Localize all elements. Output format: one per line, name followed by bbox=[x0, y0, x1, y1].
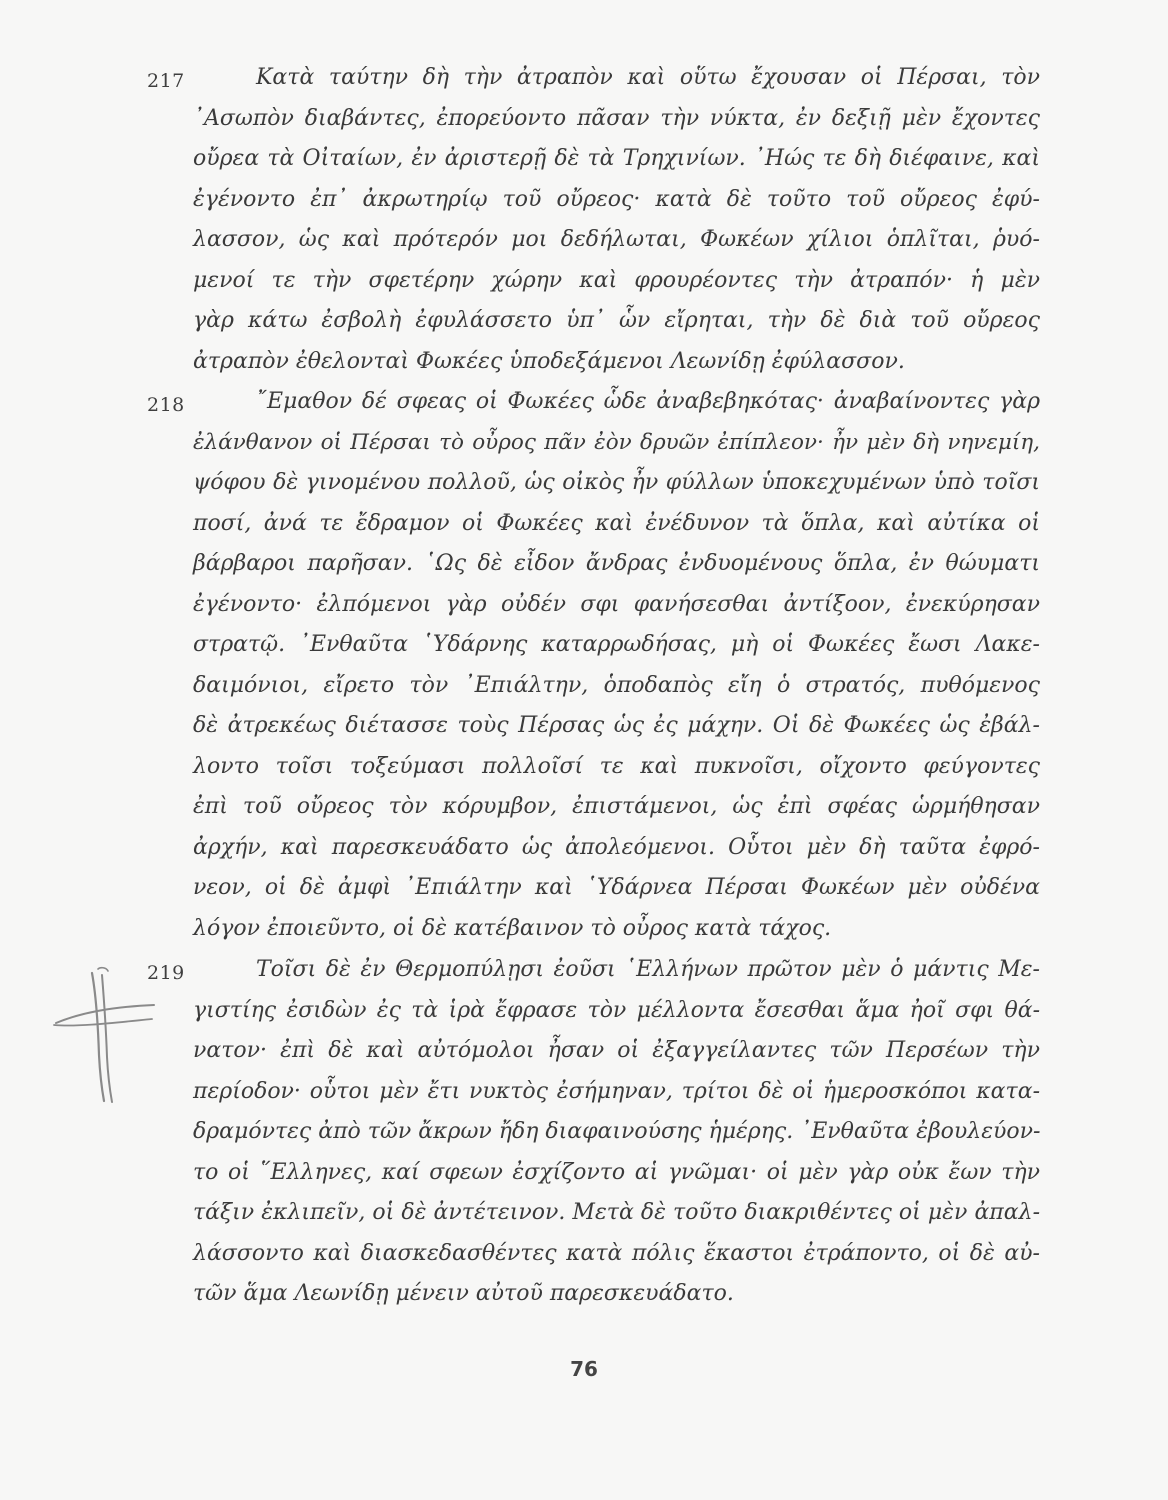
text-line: ποσί, ἀνά τε ἔδραμον οἱ Φωκέες καὶ ἐνέδυνον τὰ ὅπλα, καὶ αὐτίκα οἱ bbox=[193, 510, 1040, 536]
text-line: περίοδον· οὗτοι μὲν ἔτι νυκτὸς ἐσήμηναν, τρίτοι δὲ οἱ ἡμεροσκόποι κατα- bbox=[193, 1078, 1040, 1104]
text-line: τάξιν ἐκλιπεῖν, οἱ δὲ ἀντέτεινον. Μετὰ δὲ τοῦτο διακριθέντες οἱ μὲν ἀπαλ- bbox=[193, 1200, 1040, 1225]
text-line: δὲ ἀτρεκέως διέτασσε τοὺς Πέρσας ὡς ἐς μάχην. Οἱ δὲ Φωκέες ὡς ἐβάλ- bbox=[193, 713, 1040, 738]
text-line: νεον, οἱ δὲ ἀμφὶ ᾽Επιάλτην καὶ ῾Υδάρνεα Πέρσαι Φωκέων μὲν οὐδένα bbox=[193, 875, 1040, 900]
text-line: ψόφου δὲ γινομένου πολλοῦ, ὡς οἰκὸς ἦν φύλλων ὑποκεχυμένων ὑπὸ τοῖσι bbox=[193, 470, 1040, 495]
text-line: μενοί τε τὴν σφετέρην χώρην καὶ φρουρέοντες τὴν ἀτραπόν· ἡ μὲν bbox=[193, 267, 1040, 293]
text-line: οὔρεα τὰ Οἰταίων, ἐν ἀριστερῇ δὲ τὰ Τρηχινίων. ᾽Ηώς τε δὴ διέφαινε, καὶ bbox=[193, 146, 1040, 171]
text-line: ᾽Ασωπὸν διαβάντες, ἐπορεύοντο πᾶσαν τὴν νύκτα, ἐν δεξιῇ μὲν ἔχοντες bbox=[193, 105, 1040, 131]
text-line: βάρβαροι παρῆσαν. ῾Ως δὲ εἶδον ἄνδρας ἐνδυομένους ὅπλα, ἐν θώυματι bbox=[193, 551, 1040, 576]
text-line: στρατῷ. ᾽Ενθαῦτα ῾Υδάρνης καταρρωδήσας, μὴ οἱ Φωκέες ἔωσι Λακε- bbox=[193, 632, 1040, 657]
text-line: ἐπὶ τοῦ οὔρεος τὸν κόρυμβον, ἐπιστάμενοι, ὡς ἐπὶ σφέας ὡρμήθησαν bbox=[193, 794, 1040, 819]
text-line: Τοῖσι δὲ ἐν Θερμοπύλῃσι ἐοῦσι ῾Ελλήνων πρῶτον μὲν ὁ μάντις Με- bbox=[256, 957, 1040, 982]
text-line: Κατὰ ταύτην δὴ τὴν ἀτραπὸν καὶ οὕτω ἔχουσαν οἱ Πέρσαι, τὸν bbox=[256, 65, 1040, 90]
text-line: ἐγένοντο ἐπ᾽ ἀκρωτηρίῳ τοῦ οὔρεος· κατὰ δὲ τοῦτο τοῦ οὔρεος ἐφύ- bbox=[193, 186, 1040, 212]
text-line: δαιμόνιοι, εἴρετο τὸν ᾽Επιάλτην, ὁποδαπὸς εἴη ὁ στρατός, πυθόμενος bbox=[193, 672, 1040, 698]
pencil-cross-mark-icon bbox=[50, 965, 160, 1105]
text-line: ἀτραπὸν ἐθελονταὶ Φωκέες ὑποδεξάμενοι Λεωνίδῃ ἐφύλασσον. bbox=[193, 348, 905, 374]
text-line: λοντο τοῖσι τοξεύμασι πολλοῖσί τε καὶ πυκνοῖσι, οἴχοντο φεύγοντες bbox=[193, 753, 1040, 779]
text-line: γιστίης ἐσιδὼν ἐς τὰ ἱρὰ ἔφρασε τὸν μέλλοντα ἔσεσθαι ἅμα ἠοῖ σφι θά- bbox=[193, 997, 1040, 1023]
section-number: 219 bbox=[147, 962, 185, 984]
text-line: τῶν ἅμα Λεωνίδῃ μένειν αὐτοῦ παρεσκευάδατο. bbox=[193, 1281, 734, 1306]
text-line: ἀρχήν, καὶ παρεσκευάδατο ὡς ἀπολεόμενοι. Οὗτοι μὲν δὴ ταῦτα ἐφρό- bbox=[193, 834, 1040, 860]
text-line: λασσον, ὡς καὶ πρότερόν μοι δεδήλωται, Φωκέων χίλιοι ὁπλῖται, ῥυό- bbox=[193, 227, 1040, 252]
text-line: ἐλάνθανον οἱ Πέρσαι τὸ οὖρος πᾶν ἐὸν δρυῶν ἐπίπλεον· ἦν μὲν δὴ νηνεμίη, bbox=[193, 429, 1040, 455]
text-line: ἐγένοντο· ἐλπόμενοι γὰρ οὐδέν σφι φανήσεσθαι ἀντίξοον, ἐνεκύρησαν bbox=[193, 591, 1040, 617]
text-line: νατον· ἐπὶ δὲ καὶ αὐτόμολοι ἦσαν οἱ ἐξαγγείλαντες τῶν Περσέων τὴν bbox=[193, 1038, 1040, 1063]
page-number: 76 bbox=[570, 1357, 598, 1381]
text-line: λάσσοντο καὶ διασκεδασθέντες κατὰ πόλις ἕκαστοι ἐτράποντο, οἱ δὲ αὐ- bbox=[193, 1240, 1040, 1266]
text-line: ῎Εμαθον δέ σφεας οἱ Φωκέες ὧδε ἀναβεβηκότας· ἀναβαίνοντες γὰρ bbox=[256, 389, 1040, 414]
text-line: το οἱ ῞Ελληνες, καί σφεων ἐσχίζοντο αἱ γνῶμαι· οἱ μὲν γὰρ οὐκ ἔων τὴν bbox=[193, 1159, 1040, 1185]
section-number: 217 bbox=[147, 70, 185, 92]
text-line: δραμόντες ἀπὸ τῶν ἄκρων ἤδη διαφαινούσης ἡμέρης. ᾽Ενθαῦτα ἐβουλεύον- bbox=[193, 1119, 1041, 1144]
text-line: γὰρ κάτω ἐσβολὴ ἐφυλάσσετο ὑπ᾽ ὧν εἴρηται, τὴν δὲ διὰ τοῦ οὔρεος bbox=[193, 308, 1040, 333]
text-line: λόγον ἐποιεῦντο, οἱ δὲ κατέβαινον τὸ οὖρος κατὰ τάχος. bbox=[193, 915, 832, 941]
section-number: 218 bbox=[147, 394, 185, 416]
